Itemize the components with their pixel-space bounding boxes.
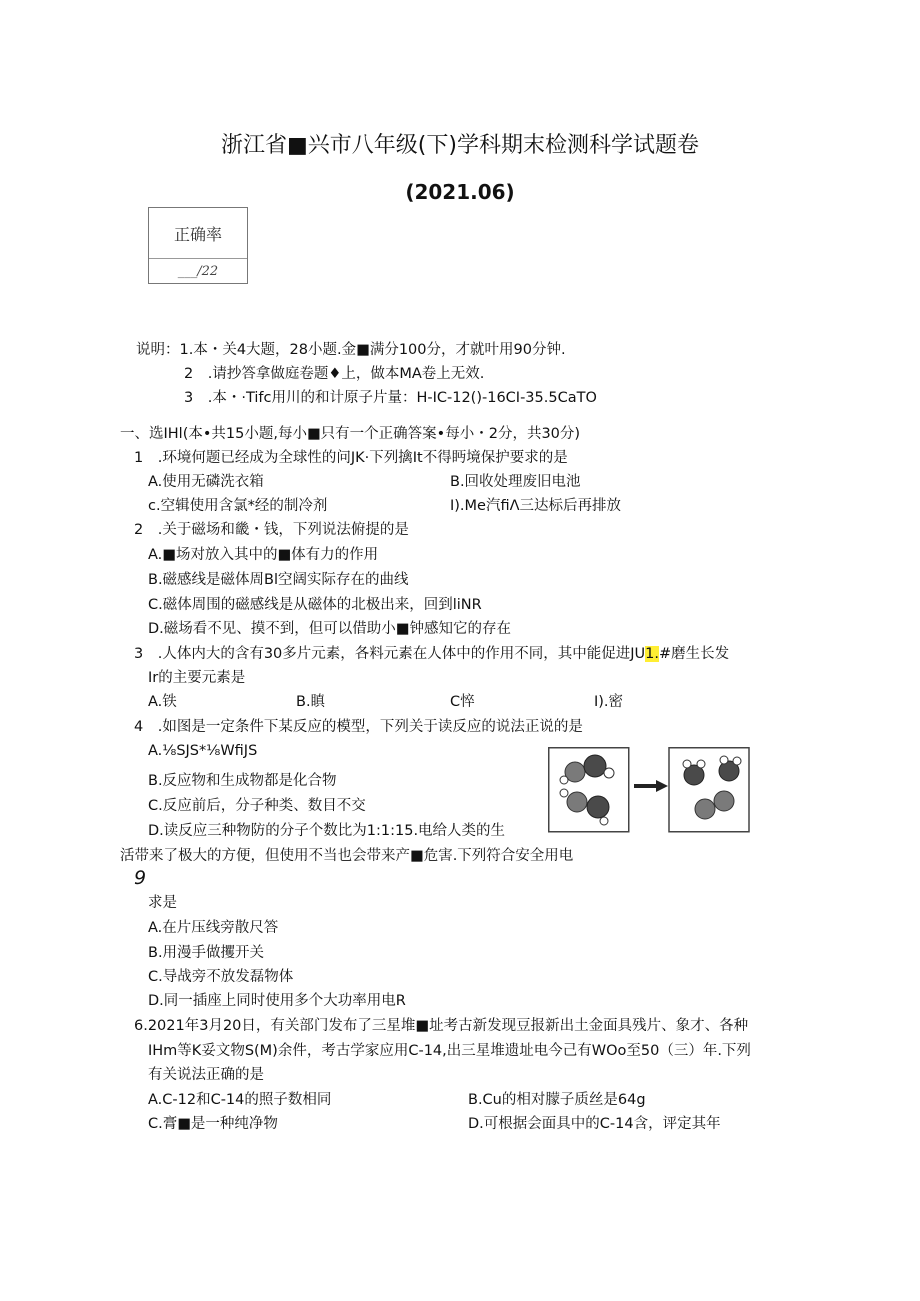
instruction-line-2: 2 .请抄答拿做庭卷题♦上，做本MA卷上无效. xyxy=(184,366,485,382)
question-3-option-a: A.铁 xyxy=(148,694,177,710)
question-3-option-c: C悴 xyxy=(450,694,475,710)
question-2-option-d: D.磁场看不见、摸不到，但可以借助小■钟感知它的存在 xyxy=(148,621,511,637)
score-value: ___/22 xyxy=(177,264,219,279)
question-6-option-b: B.Cu的相对朦子质丝是64g xyxy=(468,1092,646,1108)
question-5-stem: 活带来了极大的方便，但使用不当也会带来产■危害.下列符合安全用电 xyxy=(120,848,574,864)
question-6-stem-line-3: 有关说法正确的是 xyxy=(148,1067,264,1083)
reaction-model-diagram xyxy=(548,747,920,833)
question-3-option-b: B.瞋 xyxy=(296,694,326,710)
question-6-option-d: D.可根据会面具中的C-14含，评定其年 xyxy=(468,1116,721,1132)
question-5-option-d: D.同一插座上同时使用多个大功率用电R xyxy=(148,993,406,1009)
question-3-stem xyxy=(134,644,729,664)
section-heading: 一、选IHl(本•共15小题,每小■只有一个正确答案•每小・2分，共30分) xyxy=(120,426,581,442)
exam-date: (2021.06) xyxy=(405,180,515,204)
score-box xyxy=(148,207,248,284)
question-2-stem: 2 .关于磁场和畿・钱，下列说法俯提的是 xyxy=(134,522,409,538)
question-4-stem: 4 .如图是一定条件下某反应的模型，下列关于读反应的说法正说的是 xyxy=(134,719,583,735)
instruction-line-3: 3 .本・·Tifc用川的和计原子片量：H-IC-12()-16CI-35.5CaTO xyxy=(184,390,597,406)
question-4-option-d: D.读反应三种物防的分子个数比为1:1:15.电给人类的生 xyxy=(148,823,506,839)
question-3-stem-part-2: #磨生长发 xyxy=(659,646,730,662)
question-5-option-b: B.用漫手做攫开关 xyxy=(148,945,265,961)
question-2-option-a: A.■场对放入其中的■体有力的作用 xyxy=(148,547,379,563)
question-6-stem: 6.2021年3月20日，有关部门发布了三星堆■址考古新发现豆报新出土金面具残片、象才、各种 xyxy=(134,1018,749,1034)
question-4-option-a: A.⅛SJS*⅛WfiJS xyxy=(148,743,258,759)
instruction-line-1: 说明：1.本・关4大题，28小题.金■满分100分，才就叶用90分钟. xyxy=(136,342,566,358)
question-1-option-b: B.回收处理废旧电池 xyxy=(450,474,581,490)
question-6-option-a: A.C-12和C-14的照子数相同 xyxy=(148,1092,332,1108)
question-1-option-d: I).Me汽fiΛ三达标后再排放 xyxy=(450,498,622,514)
question-1-stem: 1 .环境何题已经成为全球性的问JK·下列擒It不得眄境保护要求的是 xyxy=(134,450,568,466)
question-6-stem-line-2: IHm等K妥文物S(M)余件，考古学家应用C-14,出三星堆遗址电今己有WOo至50（三）年.下列 xyxy=(148,1043,751,1059)
question-1-option-c: c.空辑使用含氯*经的制冷剂 xyxy=(148,498,328,514)
question-2-option-b: B.磁感线是磁体周Bl空阔实际存在的曲线 xyxy=(148,572,409,588)
question-5-option-a: A.在片压线旁散尺答 xyxy=(148,920,279,936)
page-title: 浙江省■兴市八年级(下)学科期末检测科学试题卷 xyxy=(221,133,699,158)
question-3-stem-line-2: Ir的主要元素是 xyxy=(148,670,246,686)
question-4-option-b: B.反应物和生成物都是化合物 xyxy=(148,773,337,789)
question-5-number: 9 xyxy=(134,867,147,889)
question-2-option-c: C.磁体周围的磁感线是从磁体的北极出来，回到liNR xyxy=(148,597,482,613)
score-label: 正确率 xyxy=(149,208,247,259)
question-5-option-c: C.导战旁不放发磊物体 xyxy=(148,969,294,985)
question-5-stem-line-2: 求是 xyxy=(148,895,177,911)
question-1-option-a: A.使用无磷洗衣箱 xyxy=(148,474,264,490)
question-4-option-c: C.反应前后，分子种类、数目不交 xyxy=(148,798,366,814)
highlighted-text: 1. xyxy=(645,646,660,662)
question-3-option-d: I).密 xyxy=(594,694,624,710)
reaction-arrow-icon xyxy=(634,780,668,792)
question-3-stem-part-1: 3 .人体内大的含有30多片元素，各料元素在人体中的作用不同，其中能促进JU xyxy=(134,646,646,662)
question-6-option-c: C.膏■是一种纯净物 xyxy=(148,1116,278,1132)
